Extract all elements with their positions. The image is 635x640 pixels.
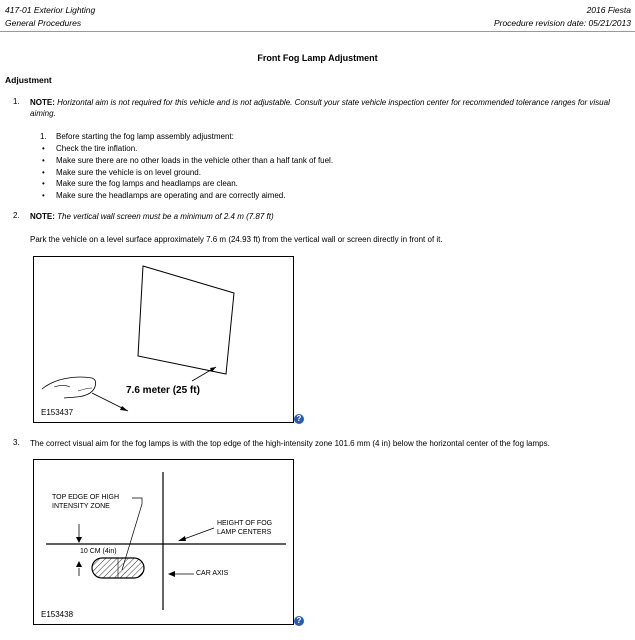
step-1-note [30,97,620,119]
manual-category: General Procedures [5,18,82,28]
help-icon[interactable]: ? [294,616,304,626]
top-edge-label: TOP EDGE OF HIGH INTENSITY ZONE [52,494,120,510]
section-heading: Adjustment [5,75,52,85]
step-1-bullet-list [40,143,333,202]
aim-pattern-illustration [34,460,293,624]
figure-code: E153438 [41,610,74,619]
help-icon[interactable]: ? [294,414,304,424]
figure-aim-pattern [33,459,294,625]
list-item: • Make sure the headlamps are operating and are correctly aimed. [42,191,286,201]
manual-section: 417-01 Exterior Lighting [5,5,96,15]
step-2-number: 2. [13,211,20,220]
list-item: • Check the tire inflation. [42,144,138,153]
page-title: Front Fog Lamp Adjustment [257,53,378,63]
distance-label: 7.6 meter (25 ft) [126,385,200,396]
revision-date: Procedure revision date: 05/21/2013 [493,18,631,28]
distance-illustration [34,257,293,422]
list-item: • Make sure there are no other loads in the vehicle other than a half tank of fuel. [42,155,334,165]
step-2-note-text: The vertical wall screen must be a minimum of 2.4 m (7.87 ft) [57,212,274,221]
list-item: • Make sure the vehicle is on level ground. [42,167,201,177]
step-3-number: 3. [13,438,20,447]
car-axis-label: CAR AXIS [196,570,229,577]
figure-vehicle-distance [33,256,294,423]
offset-label: 10 CM (4in) [80,548,117,555]
vehicle-model: 2016 Fiesta [586,5,631,15]
substep-intro: Before starting the fog lamp assembly adjustment: [56,132,234,141]
step-1-note-label: NOTE: [30,98,55,107]
substep-number: 1. [40,132,47,141]
header-divider [0,31,635,32]
list-item: • Make sure the fog lamps and headlamps are clean. [42,179,238,189]
step-1-note-text: Horizontal aim is not required for this vehicle and is not adjustable. Consult your state vehicle inspection center for recommended tolerance ranges for visual aiming. [30,98,610,118]
step-2-note [30,211,620,222]
height-label: HEIGHT OF FOG LAMP CENTERS [217,520,273,536]
step-2-body: Park the vehicle on a level surface approximately 7.6 m (24.93 ft) from the vertical wall or screen directly in front of it. [30,235,443,244]
step-2-note-label: NOTE: [30,212,55,221]
figure-code: E153437 [41,408,74,417]
step-1-substep [40,131,234,143]
step-1-number: 1. [13,97,20,106]
step-3-body: The correct visual aim for the fog lamps is with the top edge of the high-intensity zone 101.6 mm (4 in) below the horizontal center of the fog lamps. [30,439,550,448]
